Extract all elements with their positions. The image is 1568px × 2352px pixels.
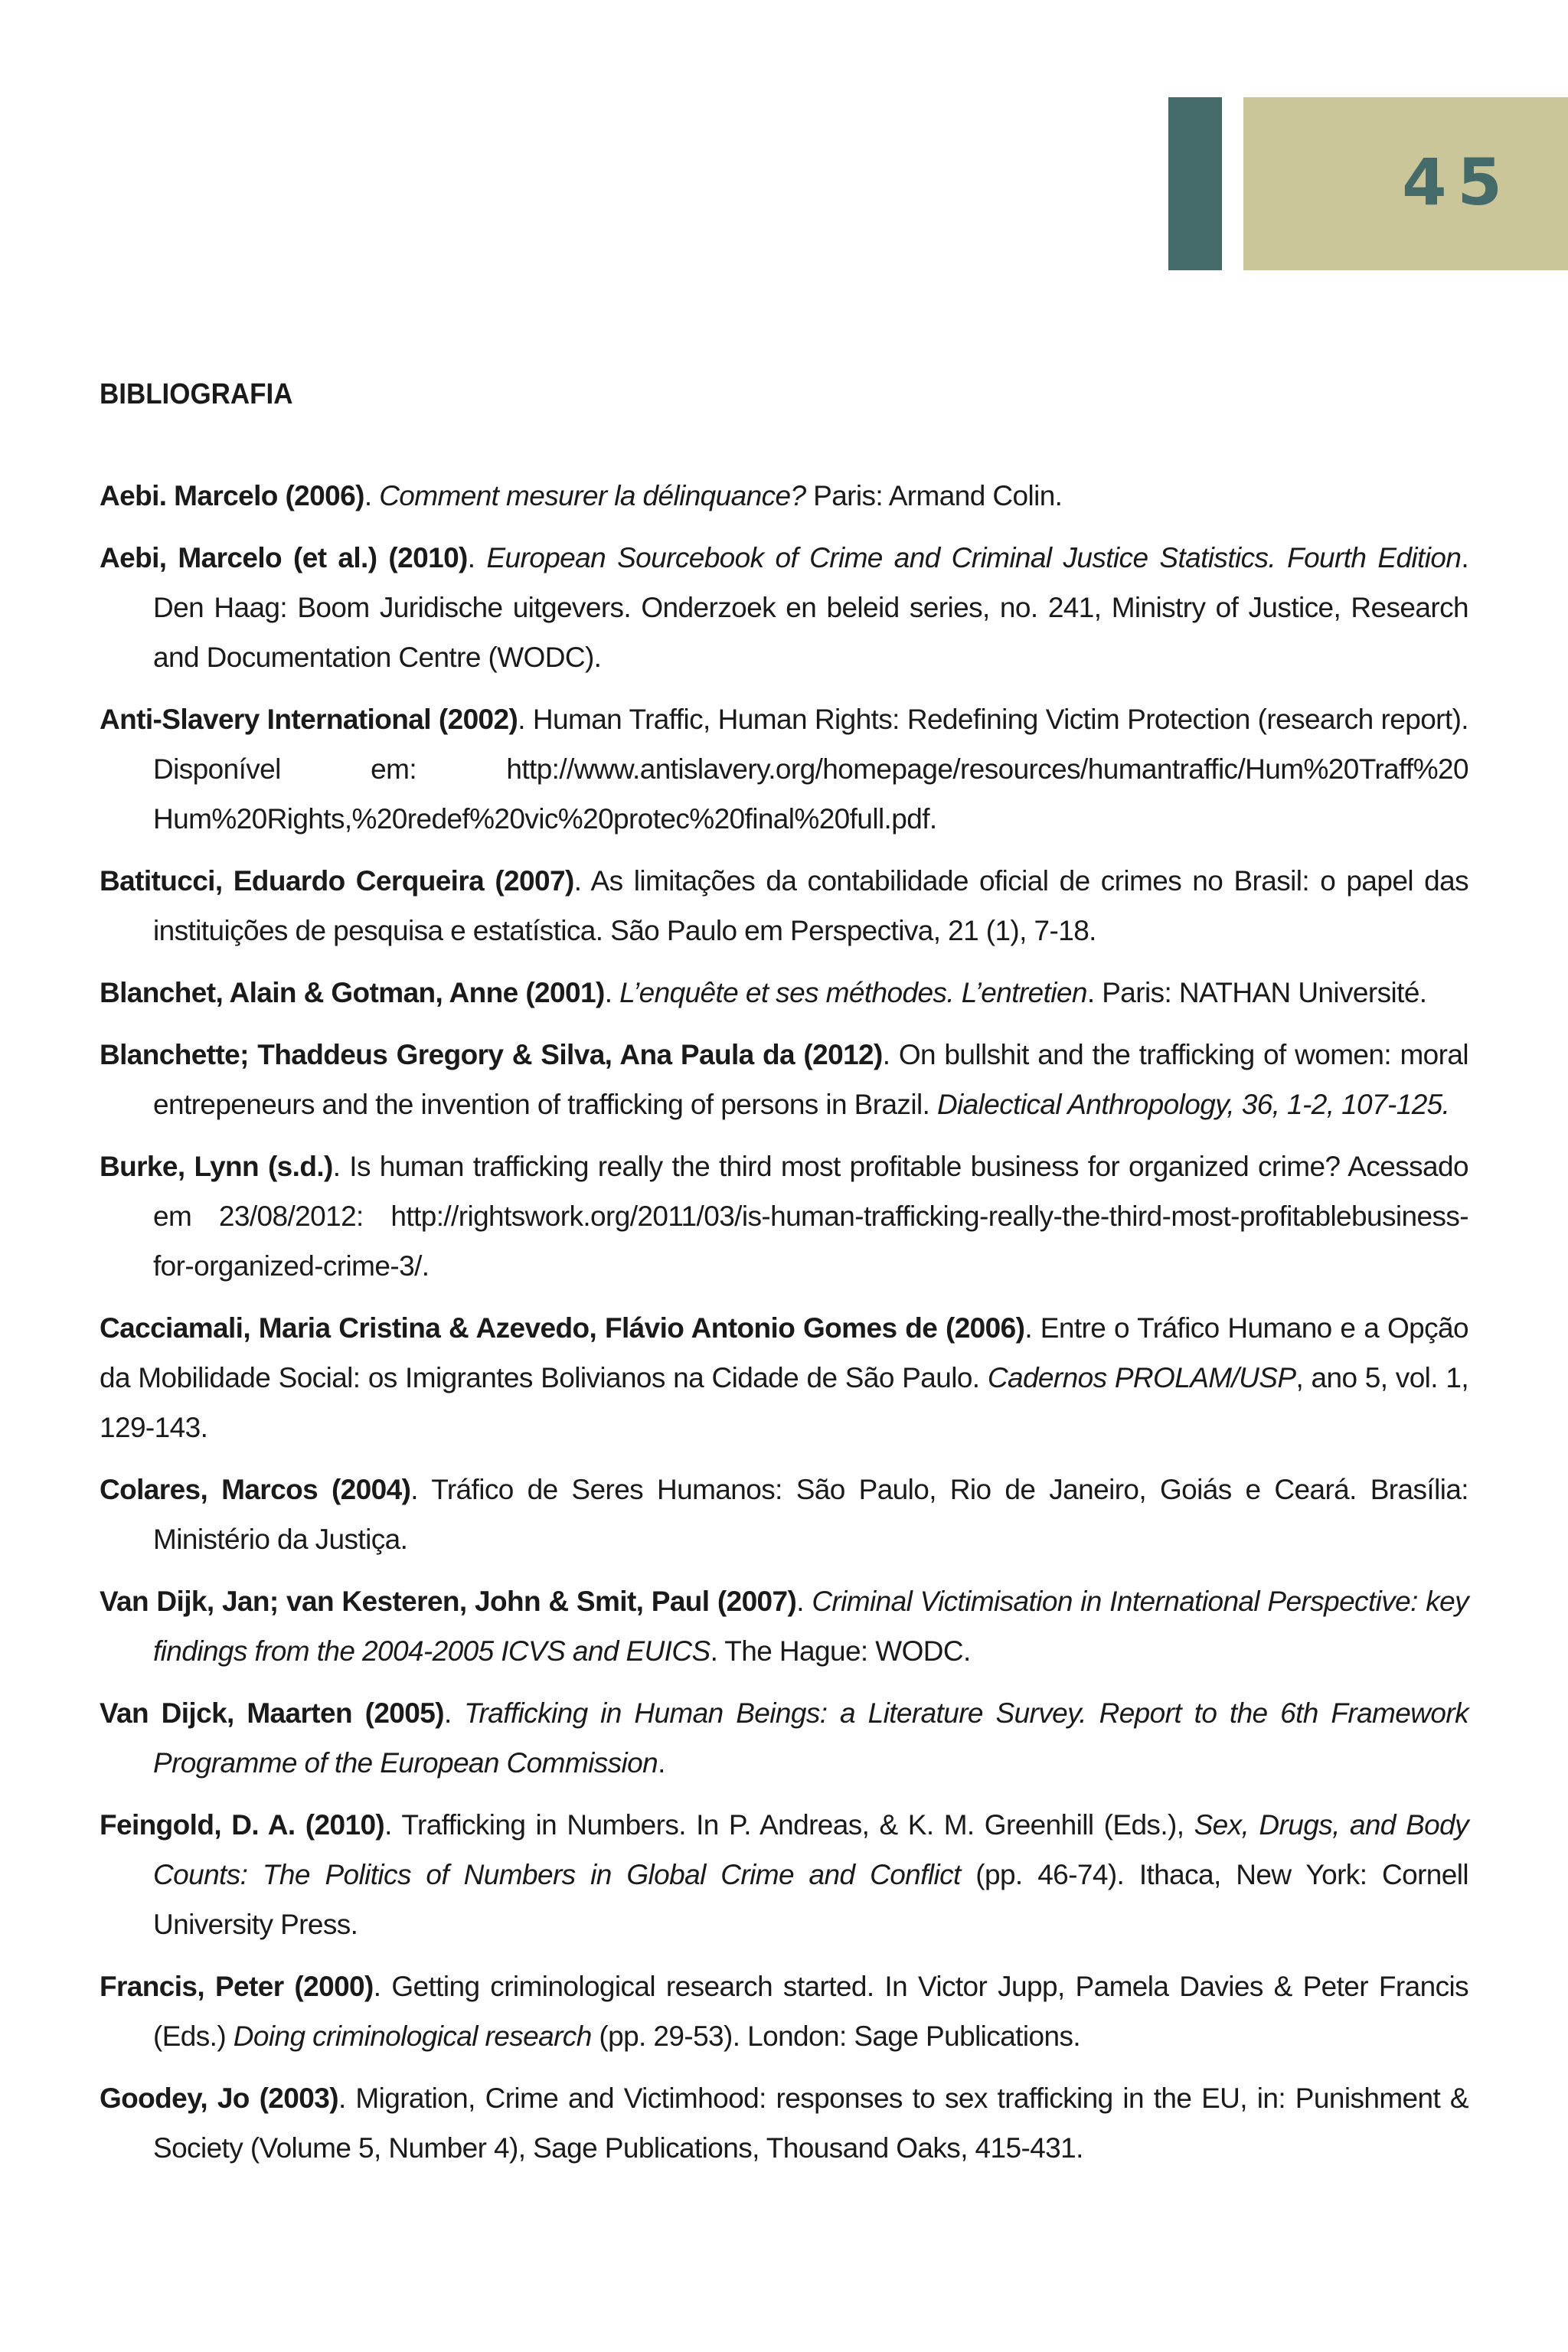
reference-entry: Blanchet, Alain & Gotman, Anne (2001). L’enquête et ses méthodes. L’entretien. Paris: NATHAN Université.: [100, 977, 1427, 1008]
reference-author: Aebi. Marcelo (2006): [100, 480, 364, 511]
reference-author: Burke, Lynn (s.d.): [100, 1151, 333, 1182]
reference-author: Blanchette; Thaddeus Gregory & Silva, Ana Paula da (2012): [100, 1039, 883, 1070]
reference-title: Trafficking in Human Beings: a Literature Survey. Report to the 6th Framework Programme of the European Commission: [153, 1697, 1468, 1779]
page-number: 45: [1402, 145, 1513, 220]
reference-title: Comment mesurer la délinquance?: [379, 480, 806, 511]
reference-entry: Goodey, Jo (2003). Migration, Crime and Victimhood: responses to sex trafficking in the EU, in: Punishment & Society (Volume 5, Number 4), Sage Publications, Thousand Oaks, 415-431.: [100, 2082, 1469, 2164]
reference-entry: Anti-Slavery International (2002). Human Traffic, Human Rights: Redefining Victim Protection (research report). Disponível em: http://www.antislavery.org/homepage/resources/humantraffic/Hum%20Traff%20 Hum%20Rights,%20redef%20vic%20protec%20final%20full.pdf.: [100, 704, 1468, 835]
bibliography-list: [100, 471, 1468, 2185]
reference-entry: Feingold, D. A. (2010). Trafficking in Numbers. In P. Andreas, & K. M. Greenhill (Eds.), Sex, Drugs, and Body Counts: The Politics of Numbers in Global Crime and Conflict (pp. 46-74). Ithaca, New York: Cornell University Press.: [100, 1809, 1468, 1940]
reference-entry: Blanchette; Thaddeus Gregory & Silva, Ana Paula da (2012). On bullshit and the trafficking of women: moral entrepeneurs and the invention of trafficking of persons in Brazil. Dialectical Anthropology, 36, 1-2, 107-125.: [100, 1039, 1468, 1120]
reference-author: Blanchet, Alain & Gotman, Anne (2001): [100, 977, 605, 1008]
reference-title: Doing criminological research: [233, 2020, 592, 2052]
reference-entry: Aebi. Marcelo (2006). Comment mesurer la délinquance? Paris: Armand Colin.: [100, 480, 1063, 511]
reference-author: Anti-Slavery International (2002): [100, 704, 518, 735]
reference-entry: Aebi, Marcelo (et al.) (2010). European Sourcebook of Crime and Criminal Justice Statistics. Fourth Edition. Den Haag: Boom Juridische uitgevers. Onderzoek en beleid series, no. 241, Ministry of Justice, Research and Documentation Centre (WODC).: [100, 542, 1468, 673]
reference-entry: Van Dijck, Maarten (2005). Trafficking in Human Beings: a Literature Survey. Report to the 6th Framework Programme of the European Commission.: [100, 1697, 1468, 1779]
reference-title: Criminal Victimisation in International Perspective: key findings from the 2004-2005 ICVS and EUICS: [153, 1586, 1468, 1667]
reference-author: Colares, Marcos (2004): [100, 1474, 411, 1505]
reference-title: Cadernos PROLAM/USP: [987, 1362, 1296, 1393]
reference-entry: Colares, Marcos (2004). Tráfico de Seres Humanos: São Paulo, Rio de Janeiro, Goiás e Ceará. Brasília: Ministério da Justiça.: [100, 1474, 1468, 1555]
reference-author: Cacciamali, Maria Cristina & Azevedo, Flávio Antonio Gomes de (2006): [100, 1312, 1025, 1344]
reference-author: Van Dijck, Maarten (2005): [100, 1697, 444, 1729]
reference-author: Francis, Peter (2000): [100, 1971, 374, 2002]
reference-author: Batitucci, Eduardo Cerqueira (2007): [100, 865, 574, 897]
reference-author: Goodey, Jo (2003): [100, 2082, 338, 2114]
reference-entry: Cacciamali, Maria Cristina & Azevedo, Flávio Antonio Gomes de (2006). Entre o Tráfico Humano e a Opção da Mobilidade Social: os Imigrantes Bolivianos na Cidade de São Paulo. Cadernos PROLAM/USP, ano 5, vol. 1, 129-143.: [100, 1312, 1469, 1443]
reference-entry: Batitucci, Eduardo Cerqueira (2007). As limitações da contabilidade oficial de crimes no Brasil: o papel das instituições de pesquisa e estatística. São Paulo em Perspectiva, 21 (1), 7-18.: [100, 865, 1468, 946]
reference-entry: Van Dijk, Jan; van Kesteren, John & Smit, Paul (2007). Criminal Victimisation in International Perspective: key findings from the 2004-2005 ICVS and EUICS. The Hague: WODC.: [100, 1586, 1468, 1667]
reference-author: Aebi, Marcelo (et al.) (2010): [100, 542, 468, 573]
reference-title: Dialectical Anthropology, 36, 1-2, 107-125.: [936, 1089, 1450, 1120]
reference-entry: Francis, Peter (2000). Getting criminological research started. In Victor Jupp, Pamela Davies & Peter Francis (Eds.) Doing criminological research (pp. 29-53). London: Sage Publications.: [100, 1971, 1468, 2052]
reference-title: European Sourcebook of Crime and Criminal Justice Statistics. Fourth Edition: [486, 542, 1462, 573]
reference-title: Sex, Drugs, and Body Counts: The Politics of Numbers in Global Crime and Conflict: [153, 1809, 1468, 1890]
reference-title: L’enquête et ses méthodes. L’entretien: [619, 977, 1087, 1008]
section-title: BIBLIOGRAFIA: [100, 378, 293, 410]
reference-author: Van Dijk, Jan; van Kesteren, John & Smit, Paul (2007): [100, 1586, 797, 1617]
reference-author: Feingold, D. A. (2010): [100, 1809, 385, 1841]
reference-entry: Burke, Lynn (s.d.). Is human trafficking really the third most profitable business for organized crime? Acessado em 23/08/2012: http://rightswork.org/2011/03/is-human-trafficking-really-the-third-most-profitablebusiness-for-organized-crime-3/.: [100, 1151, 1468, 1282]
header-accent-bar: [1168, 97, 1222, 270]
